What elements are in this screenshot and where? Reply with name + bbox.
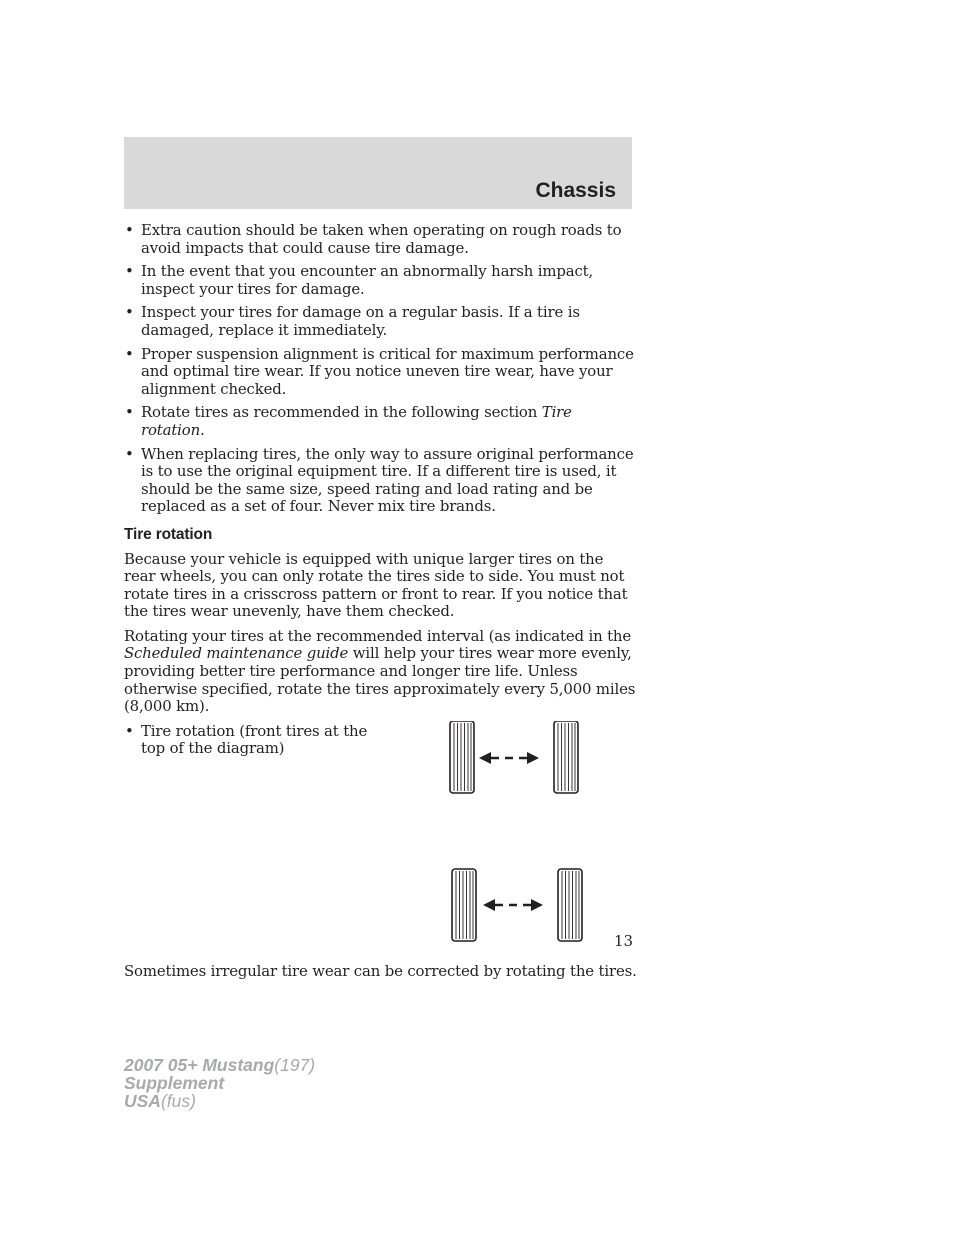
front-right-tire [554, 721, 578, 793]
list-item [124, 404, 638, 439]
page-number: 13 [614, 932, 634, 950]
rear-left-tire [452, 869, 476, 941]
rear-swap-arrow [483, 899, 543, 911]
rotation-block [124, 723, 638, 963]
precaution-list [124, 222, 638, 516]
rear-right-tire [558, 869, 582, 941]
paragraph: Rotating your tires at the recommended interval (as indicated in the Scheduled maintenance guide will help your tires wear more evenly, providing better tire performance and longer tire life. Unless otherwise specified, rotate the tires approximately every 5,000 miles (8,000 km). [124, 626, 636, 716]
diagram-bullet-list [124, 723, 384, 758]
list-item-text: Rotate tires as recommended in the following section [141, 403, 542, 422]
tire-rotation-heading: Tire rotation [124, 525, 213, 543]
list-item: • Proper suspension alignment is critical for maximum performance and optimal tire wear. If you notice uneven tire wear, have your alignment checked. [124, 346, 638, 399]
section-header-band [124, 137, 632, 209]
paragraph: Sometimes irregular tire wear can be corrected by rotating the tires. [124, 961, 637, 980]
list-item: • Tire rotation (front tires at the top of the diagram) [124, 723, 384, 758]
front-left-tire [450, 721, 474, 793]
list-item: • In the event that you encounter an abnormally harsh impact, inspect your tires for damage. [124, 263, 638, 298]
list-item: • Extra caution should be taken when operating on rough roads to avoid impacts that could cause tire damage. [124, 222, 638, 257]
document-footer: 2007 05+ Mustang(197) Supplement USA(fus) [124, 1055, 316, 1111]
list-item: • Inspect your tires for damage on a regular basis. If a tire is damaged, replace it immediately. [124, 304, 638, 339]
guide-reference: Scheduled maintenance guide [124, 644, 349, 663]
section-title: Chassis [535, 179, 616, 202]
list-item: • When replacing tires, the only way to assure original performance is to use the original equipment tire. If a different tire is used, it should be the same size, speed rating and load rating and be replaced as a set of four. Never mix tire brands. [124, 446, 638, 516]
cross-reference: Tire rotation. [141, 403, 572, 439]
front-swap-arrow [479, 752, 539, 764]
paragraph: Because your vehicle is equipped with unique larger tires on the rear wheels, you can only rotate the tires side to side. You must not rotate tires in a crisscross pattern or front to rear. If you notice that the tires wear unevenly, have them checked. [124, 549, 628, 621]
page-content [124, 222, 638, 987]
tire-rotation-diagram [448, 721, 588, 947]
